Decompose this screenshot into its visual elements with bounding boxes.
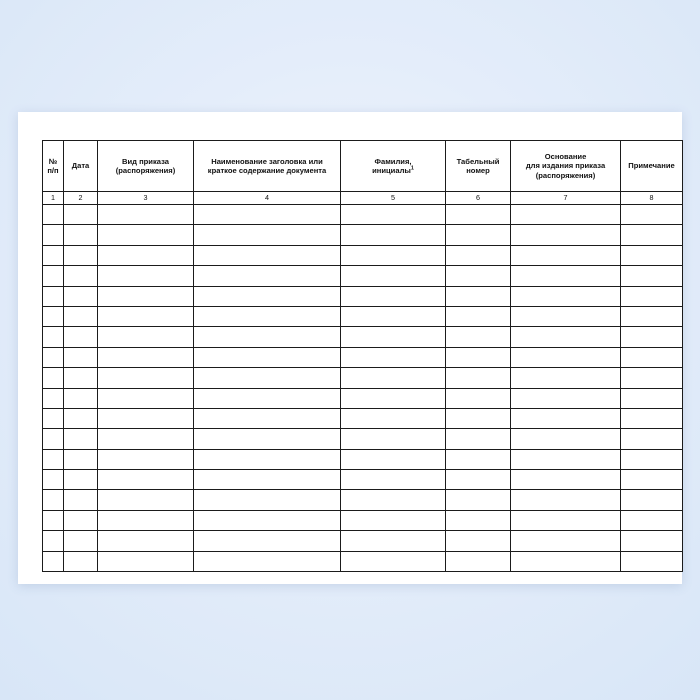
table-cell-empty[interactable] (446, 205, 511, 225)
table-body (43, 205, 683, 572)
table-cell-empty[interactable] (621, 490, 683, 510)
table-cell-empty[interactable] (194, 449, 341, 469)
table-cell-empty[interactable] (98, 225, 194, 245)
table-row (43, 368, 683, 388)
table-row (43, 388, 683, 408)
column-header-4-line-1: Наименование заголовка или (211, 156, 323, 166)
table-cell-empty[interactable] (511, 551, 621, 571)
table-cell-empty[interactable] (511, 490, 621, 510)
table-cell-empty[interactable] (511, 429, 621, 449)
column-header-8 (621, 141, 683, 192)
table-cell-empty[interactable] (621, 551, 683, 571)
table-row (43, 286, 683, 306)
column-header-6-line-1: Табельный (456, 156, 500, 166)
table-cell-empty[interactable] (511, 368, 621, 388)
table-cell-empty[interactable] (64, 266, 98, 286)
table-cell-empty[interactable] (511, 245, 621, 265)
table-cell-empty[interactable] (64, 225, 98, 245)
table-row (43, 327, 683, 347)
table-cell-empty[interactable] (64, 531, 98, 551)
column-number-8: 8 (621, 192, 683, 205)
journal-table (42, 140, 683, 572)
column-header-3-line-1: Вид приказа (122, 156, 169, 166)
table-cell-empty[interactable] (194, 266, 341, 286)
table-header (43, 141, 683, 205)
table-cell-empty[interactable] (64, 388, 98, 408)
table-cell-empty[interactable] (621, 205, 683, 225)
column-number-2: 2 (64, 192, 98, 205)
table-cell-empty[interactable] (621, 347, 683, 367)
table-cell-empty[interactable] (64, 490, 98, 510)
table-cell-empty[interactable] (43, 266, 64, 286)
column-header-7 (511, 141, 621, 192)
table-cell-empty[interactable] (621, 449, 683, 469)
table-cell-empty[interactable] (511, 449, 621, 469)
table-cell-empty[interactable] (446, 245, 511, 265)
table-cell-empty[interactable] (98, 347, 194, 367)
table-cell-empty[interactable] (621, 327, 683, 347)
table-cell-empty[interactable] (64, 429, 98, 449)
table-cell-empty[interactable] (43, 327, 64, 347)
table-cell-empty[interactable] (194, 470, 341, 490)
table-row (43, 306, 683, 326)
table-cell-empty[interactable] (43, 510, 64, 530)
table-cell-empty[interactable] (341, 205, 446, 225)
table-cell-empty[interactable] (446, 347, 511, 367)
column-header-5-text: инициалы (372, 166, 411, 175)
table-cell-empty[interactable] (511, 408, 621, 428)
table-cell-empty[interactable] (64, 245, 98, 265)
table-cell-empty[interactable] (621, 286, 683, 306)
table-cell-empty[interactable] (341, 388, 446, 408)
column-number-6: 6 (446, 192, 511, 205)
column-header-1-line-2: п/п (47, 166, 59, 175)
table-cell-empty[interactable] (511, 470, 621, 490)
table-cell-empty[interactable] (64, 205, 98, 225)
table-cell-empty[interactable] (98, 327, 194, 347)
table-row (43, 245, 683, 265)
table-cell-empty[interactable] (43, 449, 64, 469)
column-header-7-line-3: (распоряжения) (535, 170, 596, 180)
table-cell-empty[interactable] (64, 449, 98, 469)
table-cell-empty[interactable] (194, 225, 341, 245)
table-cell-empty[interactable] (341, 531, 446, 551)
header-row (43, 141, 683, 192)
column-header-7-line-2: для издания приказа (525, 161, 606, 171)
table-cell-empty[interactable] (621, 531, 683, 551)
table-cell-empty[interactable] (43, 408, 64, 428)
table-cell-empty[interactable] (446, 490, 511, 510)
table-cell-empty[interactable] (98, 449, 194, 469)
column-number-1: 1 (43, 192, 64, 205)
table-row (43, 408, 683, 428)
table-cell-empty[interactable] (43, 245, 64, 265)
table-cell-empty[interactable] (98, 245, 194, 265)
column-header-4-line-2: краткое содержание документа (207, 166, 327, 175)
table-cell-empty[interactable] (446, 225, 511, 245)
table-cell-empty[interactable] (341, 551, 446, 571)
table-cell-empty[interactable] (446, 408, 511, 428)
column-header-1-line-1: № (48, 156, 58, 166)
column-header-2 (64, 141, 98, 192)
table-row (43, 551, 683, 571)
table-cell-empty[interactable] (194, 551, 341, 571)
table-cell-empty[interactable] (98, 205, 194, 225)
column-number-3: 3 (98, 192, 194, 205)
column-number-4: 4 (194, 192, 341, 205)
table-cell-empty[interactable] (621, 368, 683, 388)
table-cell-empty[interactable] (341, 510, 446, 530)
column-header-6 (446, 141, 511, 192)
table-cell-empty[interactable] (511, 531, 621, 551)
table-cell-empty[interactable] (64, 408, 98, 428)
table-cell-empty[interactable] (194, 490, 341, 510)
table-cell-empty[interactable] (64, 306, 98, 326)
table-row (43, 347, 683, 367)
column-header-3-line-2: (распоряжения) (115, 166, 176, 175)
table-cell-empty[interactable] (194, 245, 341, 265)
column-header-5-line-1: Фамилия, (374, 156, 412, 166)
table-cell-empty[interactable] (194, 408, 341, 428)
table-cell-empty[interactable] (98, 429, 194, 449)
column-header-5-footnote-marker: 1 (410, 165, 414, 172)
table-cell-empty[interactable] (98, 531, 194, 551)
table-cell-empty[interactable] (43, 205, 64, 225)
table-cell-empty[interactable] (446, 368, 511, 388)
table-cell-empty[interactable] (194, 388, 341, 408)
table-row (43, 510, 683, 530)
table-cell-empty[interactable] (511, 205, 621, 225)
table-cell-empty[interactable] (341, 286, 446, 306)
table-cell-empty[interactable] (446, 266, 511, 286)
table-cell-empty[interactable] (98, 286, 194, 306)
column-header-4 (194, 141, 341, 192)
table-row (43, 449, 683, 469)
table-cell-empty[interactable] (64, 470, 98, 490)
table-cell-empty[interactable] (621, 510, 683, 530)
table-cell-empty[interactable] (341, 327, 446, 347)
table-cell-empty[interactable] (341, 408, 446, 428)
table-cell-empty[interactable] (511, 225, 621, 245)
table-cell-empty[interactable] (43, 490, 64, 510)
table-cell-empty[interactable] (446, 429, 511, 449)
table-cell-empty[interactable] (446, 470, 511, 490)
column-header-6-line-2: номер (466, 166, 490, 175)
table-cell-empty[interactable] (446, 327, 511, 347)
table-cell-empty[interactable] (341, 429, 446, 449)
table-cell-empty[interactable] (98, 408, 194, 428)
table-cell-empty[interactable] (98, 388, 194, 408)
document-sheet (18, 112, 682, 584)
table-cell-empty[interactable] (446, 306, 511, 326)
table-cell-empty[interactable] (621, 245, 683, 265)
table-cell-empty[interactable] (98, 490, 194, 510)
table-row (43, 490, 683, 510)
table-cell-empty[interactable] (621, 388, 683, 408)
table-row (43, 225, 683, 245)
table-cell-empty[interactable] (194, 429, 341, 449)
table-row (43, 470, 683, 490)
table-cell-empty[interactable] (64, 510, 98, 530)
column-header-3 (98, 141, 194, 192)
table-cell-empty[interactable] (43, 286, 64, 306)
table-cell-empty[interactable] (341, 266, 446, 286)
table-cell-empty[interactable] (64, 551, 98, 571)
table-cell-empty[interactable] (341, 225, 446, 245)
table-cell-empty[interactable] (194, 306, 341, 326)
table-cell-empty[interactable] (43, 388, 64, 408)
table-cell-empty[interactable] (621, 408, 683, 428)
table-row (43, 205, 683, 225)
table-cell-empty[interactable] (511, 347, 621, 367)
table-cell-empty[interactable] (98, 368, 194, 388)
table-cell-empty[interactable] (511, 327, 621, 347)
table-cell-empty[interactable] (446, 510, 511, 530)
table-cell-empty[interactable] (621, 306, 683, 326)
table-cell-empty[interactable] (64, 327, 98, 347)
table-cell-empty[interactable] (621, 470, 683, 490)
table-cell-empty[interactable] (341, 449, 446, 469)
table-cell-empty[interactable] (621, 429, 683, 449)
table-cell-empty[interactable] (194, 347, 341, 367)
table-row (43, 429, 683, 449)
column-number-7: 7 (511, 192, 621, 205)
column-header-1 (43, 141, 64, 192)
journal-table-wrapper (42, 140, 675, 572)
table-cell-empty[interactable] (64, 368, 98, 388)
table-cell-empty[interactable] (43, 306, 64, 326)
table-cell-empty[interactable] (511, 510, 621, 530)
table-cell-empty[interactable] (511, 286, 621, 306)
table-cell-empty[interactable] (341, 490, 446, 510)
column-header-8-line-1: Примечание (628, 161, 675, 171)
table-cell-empty[interactable] (98, 306, 194, 326)
table-cell-empty[interactable] (194, 327, 341, 347)
table-cell-empty[interactable] (511, 388, 621, 408)
table-cell-empty[interactable] (511, 266, 621, 286)
table-cell-empty[interactable] (43, 347, 64, 367)
column-number-row (43, 192, 683, 205)
table-cell-empty[interactable] (341, 368, 446, 388)
table-row (43, 531, 683, 551)
table-cell-empty[interactable] (341, 470, 446, 490)
table-cell-empty[interactable] (621, 225, 683, 245)
table-cell-empty[interactable] (98, 470, 194, 490)
table-cell-empty[interactable] (43, 225, 64, 245)
table-cell-empty[interactable] (43, 429, 64, 449)
table-cell-empty[interactable] (511, 306, 621, 326)
table-cell-empty[interactable] (98, 266, 194, 286)
table-cell-empty[interactable] (341, 245, 446, 265)
table-cell-empty[interactable] (446, 531, 511, 551)
table-cell-empty[interactable] (98, 551, 194, 571)
table-cell-empty[interactable] (194, 368, 341, 388)
table-cell-empty[interactable] (98, 510, 194, 530)
table-cell-empty[interactable] (194, 205, 341, 225)
table-cell-empty[interactable] (43, 470, 64, 490)
table-cell-empty[interactable] (446, 551, 511, 571)
column-header-7-line-1: Основание (544, 151, 587, 161)
table-cell-empty[interactable] (446, 449, 511, 469)
table-cell-empty[interactable] (446, 388, 511, 408)
table-cell-empty[interactable] (43, 531, 64, 551)
table-cell-empty[interactable] (446, 286, 511, 306)
table-cell-empty[interactable] (621, 266, 683, 286)
table-cell-empty[interactable] (341, 306, 446, 326)
column-header-5-line-2 (343, 166, 443, 175)
column-header-2-line-1: Дата (71, 161, 90, 171)
table-cell-empty[interactable] (43, 551, 64, 571)
table-cell-empty[interactable] (194, 531, 341, 551)
column-header-5 (341, 141, 446, 192)
table-cell-empty[interactable] (43, 368, 64, 388)
column-number-5: 5 (341, 192, 446, 205)
table-cell-empty[interactable] (64, 286, 98, 306)
table-cell-empty[interactable] (341, 347, 446, 367)
table-cell-empty[interactable] (194, 510, 341, 530)
table-cell-empty[interactable] (64, 347, 98, 367)
table-cell-empty[interactable] (194, 286, 341, 306)
table-row (43, 266, 683, 286)
